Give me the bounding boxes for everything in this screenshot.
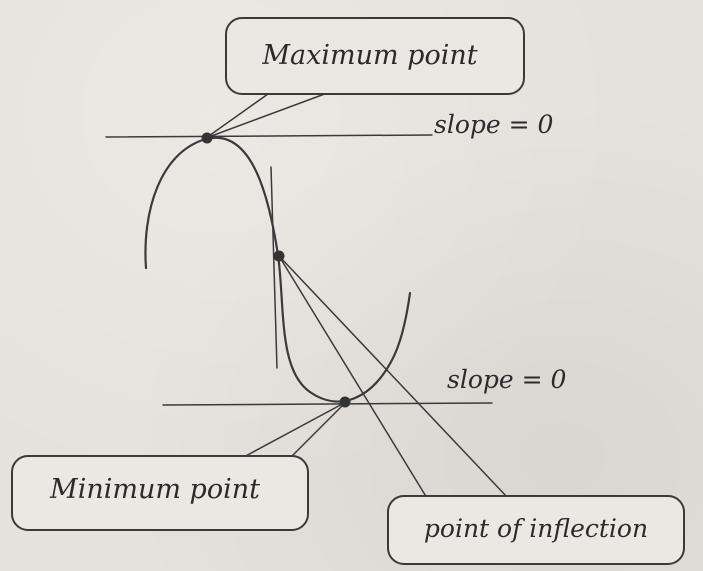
minimum-pointer-line-b: [292, 402, 346, 456]
slope-zero-top-label: slope = 0: [434, 110, 554, 139]
maximum-pointer-line-b: [206, 92, 330, 138]
cubic-curve: [145, 138, 410, 402]
slope-zero-bottom-label: slope = 0: [447, 365, 567, 394]
maximum-pointer-line-a: [206, 94, 268, 138]
inflection-reference-line: [271, 167, 277, 368]
tangent-line-minimum: [163, 403, 492, 405]
minimum-point-label: Minimum point: [50, 474, 260, 505]
maximum-point-marker: [202, 133, 213, 144]
tangent-line-maximum: [106, 135, 432, 137]
inflection-point-label: point of inflection: [423, 514, 649, 543]
maximum-point-label: Maximum point: [262, 40, 478, 71]
minimum-pointer-line-a: [242, 402, 346, 458]
minimum-point-marker: [340, 397, 351, 408]
inflection-point-marker: [274, 251, 285, 262]
